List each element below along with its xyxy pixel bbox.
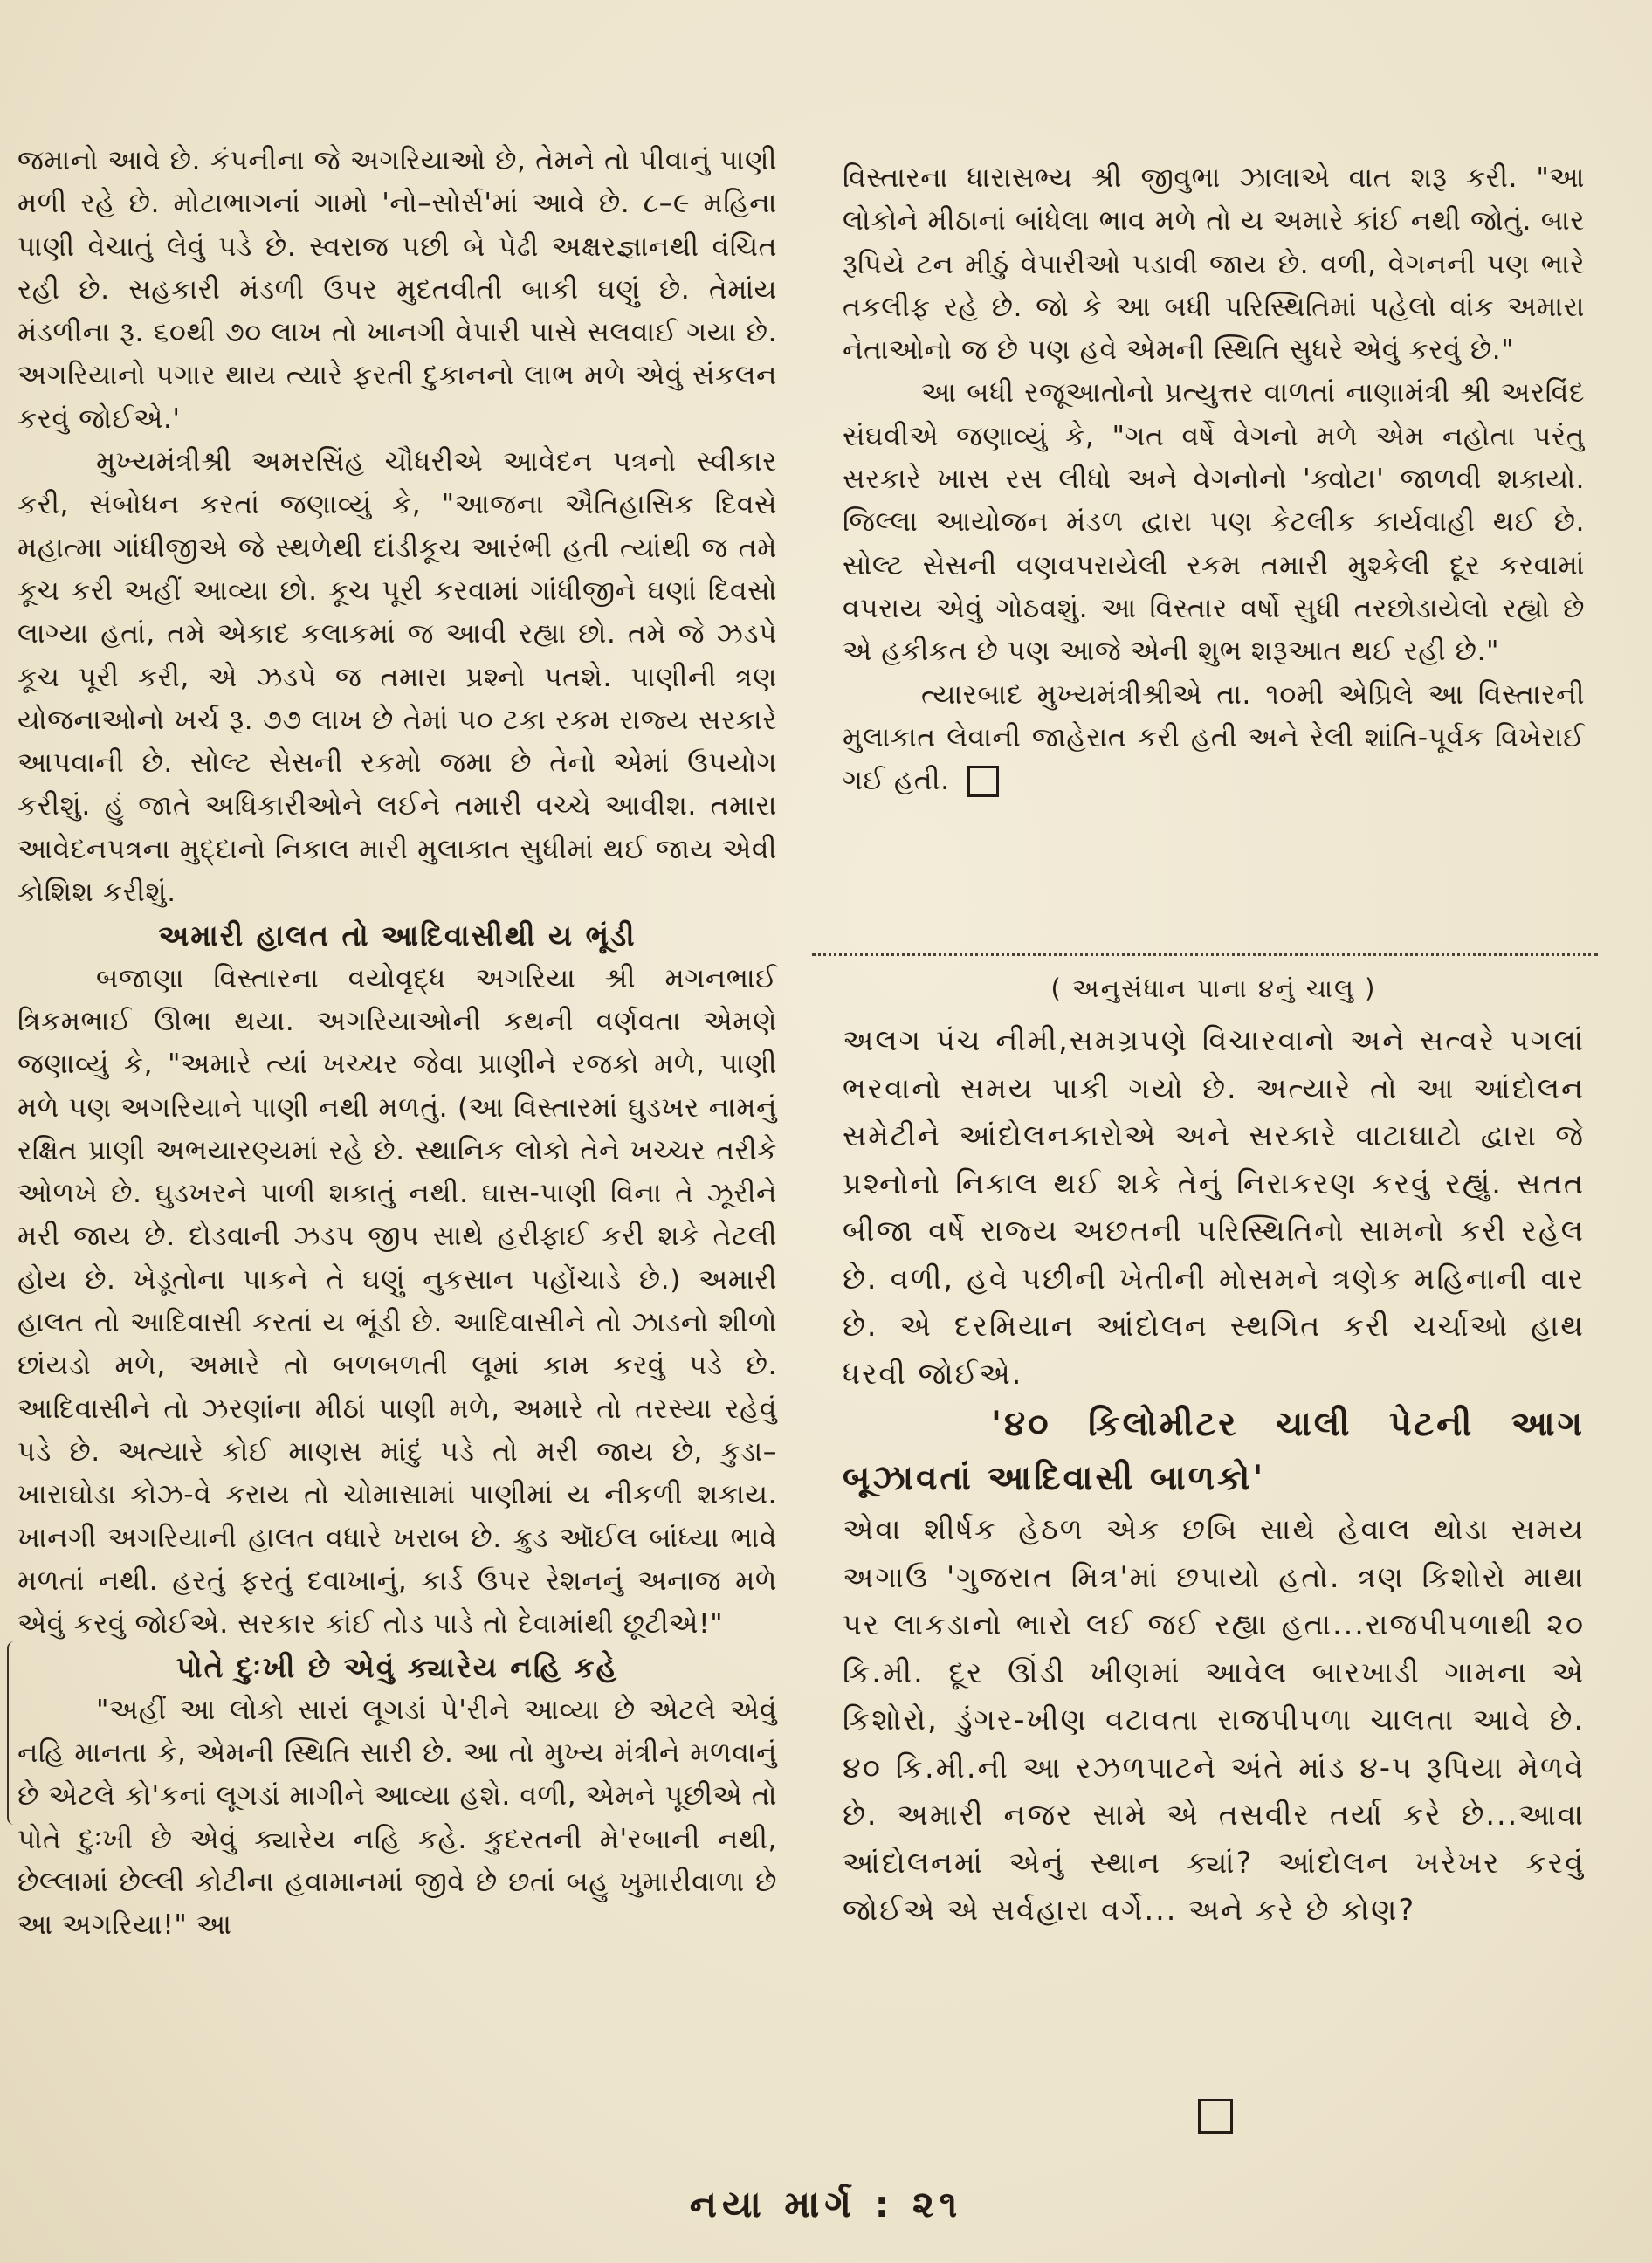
right-paragraph-1: વિસ્તારના ધારાસભ્ય શ્રી જીવુભા ઝાલાએ વાત શરૂ કરી. "આ લોકોને મીઠાનાં બાંધેલા ભાવ મળે તો ય અમારે કાંઈ નથી જોતું. બાર રૂપિયે ટન મીઠું વેપારીઓ પડાવી જાય છે. વળી, વેગનની પણ ભારે તકલીફ રહે છે. જો કે આ બધી પરિસ્થિતિમાં પહેલો વાંક અમારા નેતાઓનો જ છે પણ હવે એમની સ્થિતિ સુધરે એવું કરવું છે.": [843, 162, 1585, 367]
left-paragraph-4: "અહીં આ લોકો સારાં લૂગડાં પે'રીને આવ્યા છે એટલે એવું નહિ માનતા કે, એમની સ્થિતિ સારી છે. આ તો મુખ્ય મંત્રીને મળવાનું છે એટલે કો'કનાં લૂગડાં માગીને આવ્યા હશે. વળી, એમને પૂછીએ તો પોતે દુઃખી છે એવું ક્યારેય નહિ કહે. કુદરતની મે'રબાની નથી, છેલ્લામાં છેલ્લી કોટીના હવામાનમાં જીવે છે છતાં બહુ ખુમારીવાળા છે આ અગરિયા!" આ: [17, 1694, 777, 1942]
right-paragraph-4: અલગ પંચ નીમી,સમગ્રપણે વિચારવાનો અને સત્વરે પગલાં ભરવાનો સમય પાકી ગયો છે. અત્યારે તો આ આંદોલન સમેટીને આંદોલનકારોએ અને સરકારે વાટાઘાટો દ્વારા જે પ્રશ્નોનો નિકાલ થઈ શકે તેનું નિરાકરણ કરવું રહ્યું. સતત બીજા વર્ષે રાજ્ય અછતની પરિસ્થિતિનો સામનો કરી રહેલ છે. વળી, હવે પછીની ખેતીની મોસમને ત્રણેક મહિનાની વાર છે. એ દરમિયાન આંદોલન સ્થગિત કરી ચર્ચાઓ હાથ ધરવી જોઈએ.: [843, 1023, 1585, 1391]
right-paragraph-5: એવા શીર્ષક હેઠળ એક છબિ સાથે હેવાલ થોડા સમય અગાઉ 'ગુજરાત મિત્ર'માં છપાયો હતો. ત્રણ કિશોરો માથા પર લાકડાનો ભારો લઈ જઈ રહ્યા હતા...રાજપીપળાથી ૨૦ કિ.મી. દૂર ઊંડી ખીણમાં આવેલ બારખાડી ગામના એ કિશોરો, ડુંગર-ખીણ વટાવતા રાજપીપળા ચાલતા આવે છે. ૪૦ કિ.મી.ની આ રઝળપાટને અંતે માંડ ૪-૫ રૂપિયા મેળવે છે. અમારી નજર સામે એ તસવીર તર્યા કરે છે...આવા આંદોલનમાં એનું સ્થાન ક્યાં? આંદોલન ખરેખર કરવું જોઈએ એ સર્વહારા વર્ગે... અને કરે છે કોણ?: [843, 1512, 1585, 1927]
left-subheading-1: અમારી હાલત તો આદિવાસીથી ય ભૂંડી: [158, 918, 637, 953]
end-box-icon: [1198, 2099, 1233, 2134]
left-subheading-2: પોતે દુઃખી છે એવું ક્યારેય નહિ કહે: [176, 1650, 619, 1685]
right-paragraph-2: આ બધી રજૂઆતોનો પ્રત્યુત્તર વાળતાં નાણામંત્રી શ્રી અરવિંદ સંઘવીએ જણાવ્યું કે, "ગત વર્ષે વેગનો મળે એમ નહોતા પરંતુ સરકારે ખાસ રસ લીધો અને વેગનોનો 'ક્વોટા' જાળવી શકાયો. જિલ્લા આયોજન મંડળ દ્વારા પણ કેટલીક કાર્યવાહી થઈ છે. સોલ્ટ સેસની વણવપરાયેલી રકમ તમારી મુશ્કેલી દૂર કરવામાં વપરાય એવું ગોઠવશું. આ વિસ્તાર વર્ષો સુધી તરછોડાયેલો રહ્યો છે એ હકીકત છે પણ આજે એની શુભ શરૂઆત થઈ રહી છે.": [843, 377, 1585, 668]
end-of-article-box-icon: [967, 766, 999, 797]
right-column-bottom: [843, 1017, 1585, 1935]
margin-pen-mark: [7, 1641, 17, 1825]
page-footer: નયા માર્ગ : ૨૧: [689, 2183, 963, 2225]
dotted-divider: [812, 953, 1598, 956]
right-paragraph-3: [843, 674, 1585, 803]
left-paragraph-1: જમાનો આવે છે. કંપનીના જે અગરિયાઓ છે, તેમને તો પીવાનું પાણી મળી રહે છે. મોટાભાગનાં ગામો 'નો–સોર્સ'માં આવે છે. ૮–૯ મહિના પાણી વેચાતું લેવું પડે છે. સ્વરાજ પછી બે પેઢી અક્ષરજ્ઞાનથી વંચિત રહી છે. સહકારી મંડળી ઉપર મુદતવીતી બાકી ઘણું છે. તેમાંય મંડળીના રૂ. ૬૦થી ૭૦ લાખ તો ખાનગી વેપારી પાસે સલવાઈ ગયા છે. અગરિયાનો પગાર થાય ત્યારે ફરતી દુકાનનો લાભ મળે એવું સંકલન કરવું જોઈએ.': [17, 145, 777, 435]
left-paragraph-3: બજાણા વિસ્તારના વયોવૃદ્ધ અગરિયા શ્રી મગનભાઈ ત્રિકમભાઈ ઊભા થયા. અગરિયાઓની કથની વર્ણવતા એમણે જણાવ્યું કે, "અમારે ત્યાં ખચ્ચર જેવા પ્રાણીને રજકો મળે, પાણી મળે પણ અગરિયાને પાણી નથી મળતું. (આ વિસ્તારમાં ઘુડખર નામનું રક્ષિત પ્રાણી અભયારણ્યમાં રહે છે. સ્થાનિક લોકો તેને ખચ્ચર તરીકે ઓળખે છે. ઘુડખરને પાળી શકાતું નથી. ઘાસ-પાણી વિના તે ઝૂરીને મરી જાય છે. દોડવાની ઝડપ જીપ સાથે હરીફાઈ કરી શકે તેટલી હોય છે. ખેડૂતોના પાકને તે ઘણું નુકસાન પહોંચાડે છે.) અમારી હાલત તો આદિવાસી કરતાં ય ભૂંડી છે. આદિવાસીને તો ઝાડનો શીળો છાંયડો મળે, અમારે તો બળબળતી લૂમાં કામ કરવું પડે છે. આદિવાસીને તો ઝરણાંના મીઠાં પાણી મળે, અમારે તો તરસ્યા રહેવું પડે છે. અત્યારે કોઈ માણસ માંદું પડે તો મરી જાય છે, કુડા–ખારાઘોડા કોઝ-વે કરાય તો ચોમાસામાં પાણીમાં ય નીકળી શકાય. ખાનગી અગરિયાની હાલત વધારે ખરાબ છે. ક્રુડ ઑઈલ બાંધ્યા ભાવે મળતાં નથી. હરતું ફરતું દવાખાનું, કાર્ડ ઉપર રેશનનું અનાજ મળે એવું કરવું જોઈએ. સરકાર કાંઈ તોડ પાડે તો દેવામાંથી છૂટીએ!": [17, 962, 777, 1641]
right-headline: '૪૦ કિલોમીટર ચાલી પેટની આગ બૂઝાવતાં આદિવાસી બાળકો': [843, 1405, 1585, 1498]
left-paragraph-2: મુખ્યમંત્રીશ્રી અમરસિંહ ચૌધરીએ આવેદન પત્રનો સ્વીકાર કરી, સંબોધન કરતાં જણાવ્યું કે, "આજના ઐતિહાસિક દિવસે મહાત્મા ગાંધીજીએ જે સ્થળેથી દાંડીકૂચ આરંભી હતી ત્યાંથી જ તમે કૂચ કરી અહીં આવ્યા છો. કૂચ પૂરી કરવામાં ગાંધીજીને ઘણાં દિવસો લાગ્યા હતાં, તમે એકાદ કલાકમાં જ આવી રહ્યા છો. તમે જે ઝડપે કૂચ પૂરી કરી, એ ઝડપે જ તમારા પ્રશ્નો પતશે. પાણીની ત્રણ યોજનાઓનો ખર્ચ રૂ. ૭૭ લાખ છે તેમાં ૫૦ ટકા રકમ રાજ્ય સરકારે આપવાની છે. સોલ્ટ સેસની રકમો જમા છે તેનો એમાં ઉપયોગ કરીશું. હું જાતે અધિકારીઓને લઈને તમારી વચ્ચે આવીશ. તમારા આવેદનપત્રના મુદ્દાનો નિકાલ મારી મુલાકાત સુધીમાં થઈ જાય એવી કોશિશ કરીશું.: [17, 446, 777, 909]
right-column-top: [843, 157, 1585, 802]
left-column: [17, 140, 777, 1947]
right-paragraph-3-text: ત્યારબાદ મુખ્યમંત્રીશ્રીએ તા. ૧૦મી એપ્રિલે આ વિસ્તારની મુલાકાત લેવાની જાહેરાત કરી હતી અને રેલી શાંતિ-પૂર્વક વિખેરાઈ ગઈ હતી.: [843, 678, 1585, 797]
continuation-note: ( અનુસંધાન પાના ૪નું ચાલુ ): [1050, 973, 1377, 1003]
